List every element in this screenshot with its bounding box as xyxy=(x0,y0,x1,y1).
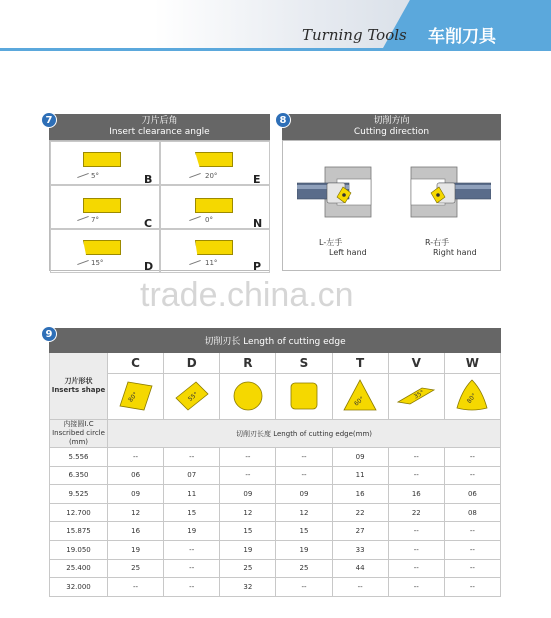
shape-angle-label: 55° xyxy=(186,390,200,403)
ic-label-en: Inscribed circle (mm) xyxy=(52,429,105,446)
edge-length-cell: 16 xyxy=(388,485,444,504)
angle-line-icon xyxy=(189,173,201,178)
edge-length-cell: -- xyxy=(276,466,332,485)
insert-shape-header xyxy=(50,353,108,420)
edge-length-cell: 27 xyxy=(332,522,388,541)
watermark: trade.china.cn xyxy=(140,276,354,314)
edge-length-cell: -- xyxy=(164,559,220,578)
trigon-insert-icon xyxy=(452,376,492,416)
table-row xyxy=(50,485,501,504)
edge-length-cell: 12 xyxy=(276,503,332,522)
direction-title-en: Cutting direction xyxy=(353,127,430,137)
edge-length-cell: 08 xyxy=(444,503,500,522)
column-header: S xyxy=(276,353,332,374)
edge-length-cell: 15 xyxy=(276,522,332,541)
edge-length-cell: -- xyxy=(388,522,444,541)
clearance-cell-e xyxy=(160,141,270,185)
edge-length-cell: 09 xyxy=(108,485,164,504)
edge-length-cell: -- xyxy=(444,466,500,485)
edge-length-cell: -- xyxy=(444,559,500,578)
angle-line-icon xyxy=(189,260,201,265)
section-badge-7: 7 xyxy=(41,112,57,128)
edge-length-cell: 16 xyxy=(108,522,164,541)
edge-length-cell: 32 xyxy=(220,578,276,597)
edge-length-cell: 19 xyxy=(276,540,332,559)
cutting-edge-length-table xyxy=(49,328,501,597)
edge-length-cell: 06 xyxy=(108,466,164,485)
edge-length-cell: 19 xyxy=(164,522,220,541)
clearance-section-title xyxy=(49,114,270,140)
inscribed-circle-value: 19.050 xyxy=(50,540,108,559)
clearance-angle-label: 11° xyxy=(205,259,218,267)
direction-section-title xyxy=(282,114,501,140)
clearance-cell-b xyxy=(50,141,160,185)
edge-length-cell: 12 xyxy=(220,503,276,522)
inscribed-circle-value: 5.556 xyxy=(50,448,108,467)
edge-length-cell: -- xyxy=(164,578,220,597)
column-header: T xyxy=(332,353,388,374)
table-row xyxy=(50,540,501,559)
angle-line-icon xyxy=(189,216,201,221)
edge-length-cell: -- xyxy=(276,448,332,467)
edge-length-cell: -- xyxy=(164,448,220,467)
direction-title-cn: 切削方向 xyxy=(373,116,410,126)
insert-shape-label-en: Inserts shape xyxy=(51,386,106,394)
square-insert-icon xyxy=(284,376,324,416)
edge-length-cell: 19 xyxy=(108,540,164,559)
edge-length-cell: 16 xyxy=(332,485,388,504)
shape-angle-label: 80° xyxy=(126,390,139,404)
rhombic-80-insert-icon xyxy=(116,376,156,416)
edge-length-cell: -- xyxy=(444,540,500,559)
clearance-cell-d xyxy=(50,229,160,273)
insert-profile-icon xyxy=(83,240,121,255)
clearance-cell-n xyxy=(160,185,270,229)
edge-length-cell: -- xyxy=(276,578,332,597)
table-row xyxy=(50,559,501,578)
edge-length-cell: 07 xyxy=(164,466,220,485)
ic-label-cn: 内接圆I.C xyxy=(63,420,94,428)
inscribed-circle-value: 6.350 xyxy=(50,466,108,485)
angle-line-icon xyxy=(77,260,89,265)
clearance-code: C xyxy=(144,217,153,230)
insert-shape-label-cn: 刀片形状 xyxy=(64,377,93,385)
insert-code-row xyxy=(50,353,501,374)
column-header: D xyxy=(164,353,220,374)
edge-length-cell: -- xyxy=(388,448,444,467)
clearance-angle-label: 5° xyxy=(91,172,99,180)
inscribed-circle-value: 32.000 xyxy=(50,578,108,597)
table-row xyxy=(50,522,501,541)
shape-cell-d xyxy=(164,374,220,420)
table-row xyxy=(50,503,501,522)
clearance-title-cn: 刀片后角 xyxy=(141,116,178,126)
edge-length-cell: 06 xyxy=(444,485,500,504)
edge-length-cell: 44 xyxy=(332,559,388,578)
insert-shape-row xyxy=(50,374,501,420)
section-badge-8: 8 xyxy=(275,112,291,128)
clearance-code: P xyxy=(253,260,262,273)
edge-length-cell: 22 xyxy=(332,503,388,522)
insert-profile-icon xyxy=(195,198,233,213)
edge-length-cell: -- xyxy=(332,578,388,597)
clearance-code: E xyxy=(253,173,261,186)
clearance-cell-c xyxy=(50,185,160,229)
angle-line-icon xyxy=(77,173,89,178)
edge-length-cell: 19 xyxy=(220,540,276,559)
edge-length-cell: -- xyxy=(220,448,276,467)
edge-length-cell: 15 xyxy=(220,522,276,541)
clearance-angle-label: 7° xyxy=(91,216,99,224)
shape-cell-s xyxy=(276,374,332,420)
shape-cell-v xyxy=(388,374,444,420)
edge-length-cell: -- xyxy=(108,448,164,467)
rhombic-55-insert-icon xyxy=(172,376,212,416)
inscribed-circle-value: 15.875 xyxy=(50,522,108,541)
edge-length-cell: 11 xyxy=(164,485,220,504)
clearance-panel xyxy=(49,140,270,271)
shape-cell-c xyxy=(108,374,164,420)
edge-length-cell: -- xyxy=(388,559,444,578)
clearance-cell-p xyxy=(160,229,270,273)
shape-cell-t xyxy=(332,374,388,420)
column-header: V xyxy=(388,353,444,374)
edge-length-cell: -- xyxy=(444,578,500,597)
edge-length-cell: -- xyxy=(444,448,500,467)
edge-length-cell: -- xyxy=(388,540,444,559)
inscribed-circle-header xyxy=(50,420,108,448)
column-header: R xyxy=(220,353,276,374)
edge-length-cell: 11 xyxy=(332,466,388,485)
header-underline xyxy=(0,48,551,51)
shape-cell-w xyxy=(444,374,500,420)
edge-length-cell: 12 xyxy=(108,503,164,522)
edge-length-cell: -- xyxy=(108,578,164,597)
table-row xyxy=(50,448,501,467)
table-title: 切削刃长 Length of cutting edge xyxy=(50,329,501,353)
right-hand-label-cn: R-右手 xyxy=(425,238,450,247)
edge-length-cell: 22 xyxy=(388,503,444,522)
section-badge-9: 9 xyxy=(41,326,57,342)
edge-length-cell: 25 xyxy=(108,559,164,578)
inscribed-circle-value: 25.400 xyxy=(50,559,108,578)
right-hand-toolholder-icon xyxy=(401,163,491,223)
table-row xyxy=(50,466,501,485)
triangle-insert-icon xyxy=(340,376,380,416)
clearance-angle-label: 0° xyxy=(205,216,213,224)
angle-line-icon xyxy=(77,216,89,221)
shape-cell-r xyxy=(220,374,276,420)
header-title-cn: 车削刀具 xyxy=(428,27,496,47)
edge-length-cell: -- xyxy=(388,466,444,485)
clearance-angle-label: 15° xyxy=(91,259,104,267)
data-rows xyxy=(50,448,501,597)
edge-length-cell: -- xyxy=(164,540,220,559)
shape-angle-label: 80° xyxy=(466,391,479,405)
shape-angle-label: 60° xyxy=(353,394,366,408)
table-title-row xyxy=(50,329,501,353)
clearance-code: N xyxy=(253,217,263,230)
insert-profile-icon xyxy=(195,240,233,255)
edge-length-span-header: 切削刃长度 Length of cutting edge(mm) xyxy=(108,420,501,448)
edge-length-cell: -- xyxy=(388,578,444,597)
edge-length-cell: 25 xyxy=(276,559,332,578)
rhombic-35-insert-icon xyxy=(396,376,436,416)
inscribed-circle-value: 9.525 xyxy=(50,485,108,504)
insert-profile-icon xyxy=(83,198,121,213)
column-header: C xyxy=(108,353,164,374)
edge-length-cell: 09 xyxy=(220,485,276,504)
edge-length-cell: -- xyxy=(444,522,500,541)
column-header: W xyxy=(444,353,500,374)
edge-length-cell: 09 xyxy=(332,448,388,467)
left-hand-label-en: Left hand xyxy=(329,248,367,257)
inscribed-circle-value: 12.700 xyxy=(50,503,108,522)
edge-length-cell: 25 xyxy=(220,559,276,578)
edge-length-cell: 09 xyxy=(276,485,332,504)
shape-angle-label: 35° xyxy=(413,388,426,400)
left-hand-label-cn: L-左手 xyxy=(319,238,343,247)
clearance-angle-label: 20° xyxy=(205,172,218,180)
clearance-title-en: Insert clearance angle xyxy=(109,127,210,137)
left-hand-toolholder-icon xyxy=(297,163,387,223)
page-header xyxy=(0,0,551,52)
edge-length-cell: 33 xyxy=(332,540,388,559)
table-row xyxy=(50,578,501,597)
right-hand-label-en: Right hand xyxy=(433,248,477,257)
header-title-en: Turning Tools xyxy=(302,26,407,44)
edge-length-cell: 15 xyxy=(164,503,220,522)
edge-length-cell: -- xyxy=(220,466,276,485)
direction-panel xyxy=(282,140,501,271)
insert-profile-icon xyxy=(195,152,233,167)
insert-profile-icon xyxy=(83,152,121,167)
round-insert-icon xyxy=(228,376,268,416)
inscribed-circle-header-row xyxy=(50,420,501,448)
clearance-code: D xyxy=(144,260,154,273)
clearance-code: B xyxy=(144,173,153,186)
